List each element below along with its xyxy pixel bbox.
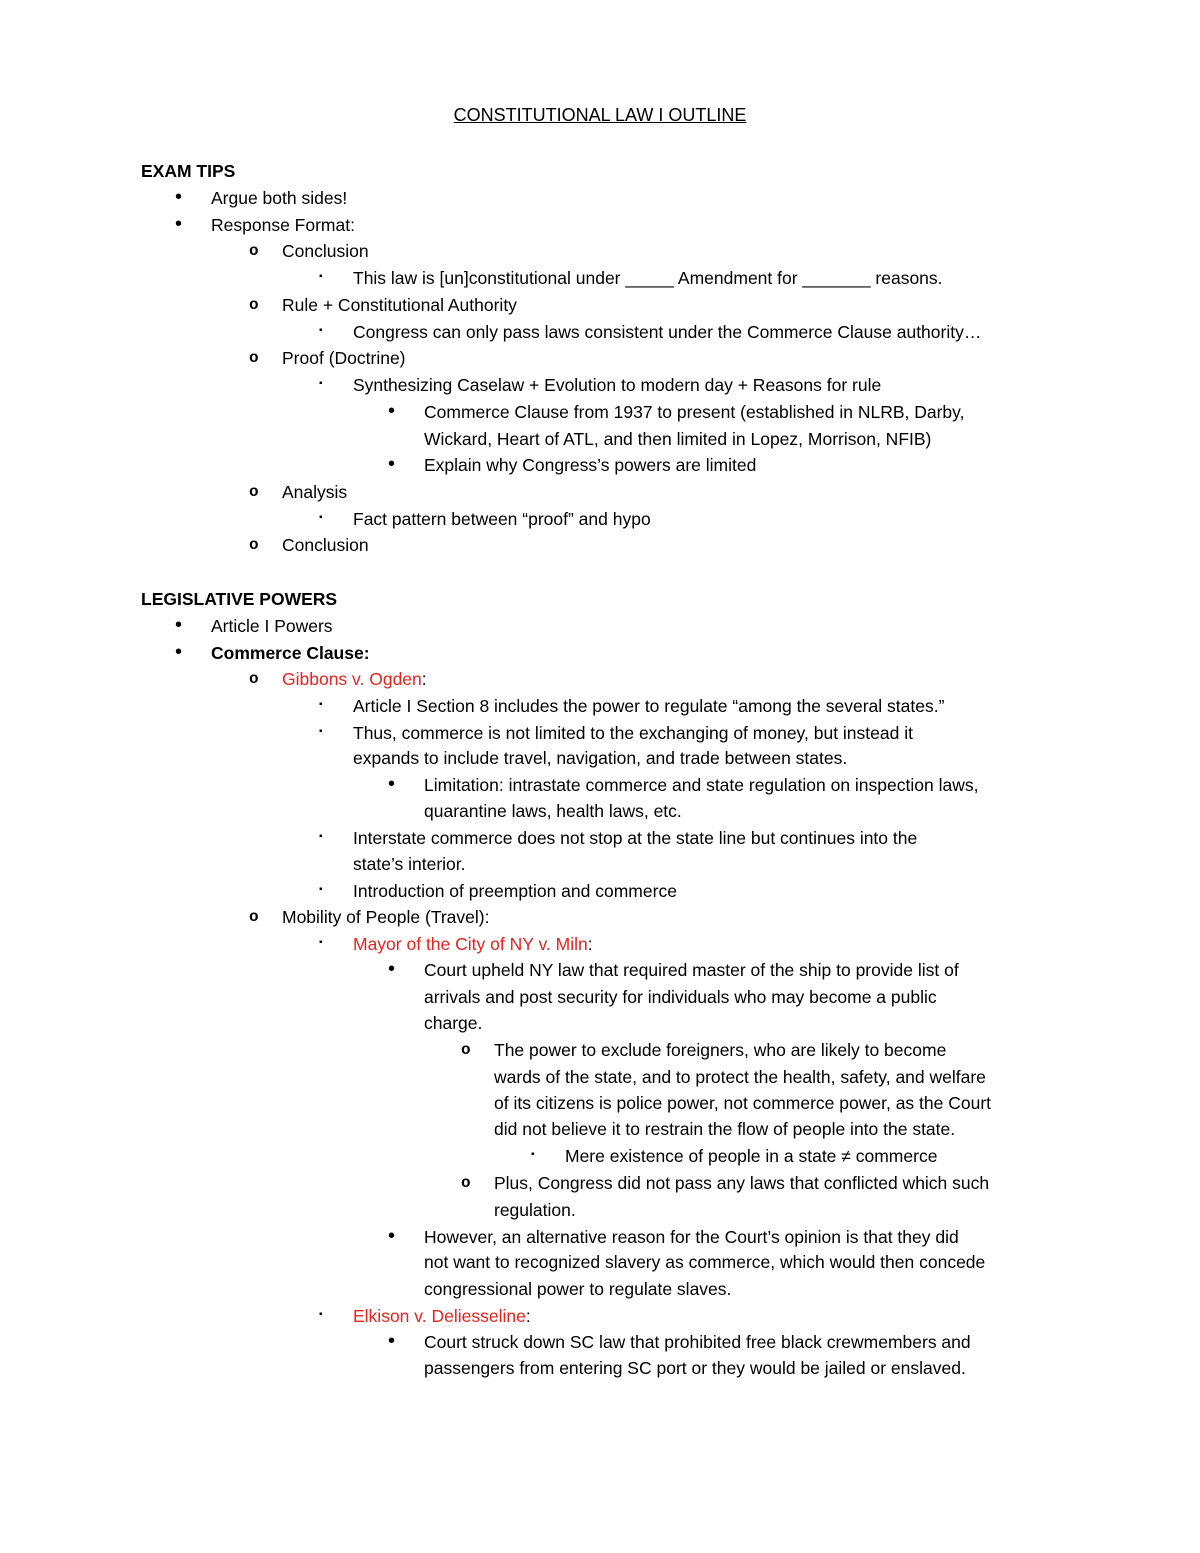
circle-marker: o [249, 483, 259, 501]
bullet-marker: • [175, 186, 183, 208]
list-item-continuation: of its citizens is police power, not commerce power, as the Court [494, 1093, 992, 1113]
circle-marker: o [461, 1041, 471, 1059]
list-item-continuation: Wickard, Heart of ATL, and then limited in Lopez, Morrison, NFIB) [424, 429, 932, 449]
square-marker: ▪ [319, 378, 323, 389]
circle-marker: o [249, 908, 259, 926]
list-item: Congress can only pass laws consistent under the Commerce Clause authority… [353, 322, 982, 342]
list-item: Rule + Constitutional Authority [282, 295, 517, 315]
list-item-continuation: charge. [424, 1013, 483, 1033]
list-item-continuation: congressional power to regulate slaves. [424, 1279, 732, 1299]
list-item: Proof (Doctrine) [282, 348, 406, 368]
list-item: The power to exclude foreigners, who are likely to become [494, 1040, 947, 1060]
square-marker: ▪ [319, 512, 323, 523]
square-marker: ▪ [319, 884, 323, 895]
colon: : [587, 934, 593, 954]
list-item: Conclusion [282, 241, 369, 261]
list-item: Court struck down SC law that prohibited free black crewmembers and [424, 1332, 971, 1352]
list-item-continuation: state’s interior. [353, 854, 466, 874]
list-item: Fact pattern between “proof” and hypo [353, 509, 651, 529]
list-item: Response Format: [211, 215, 355, 235]
list-item: Synthesizing Caselaw + Evolution to modern day + Reasons for rule [353, 375, 882, 395]
list-item: However, an alternative reason for the Court’s opinion is that they did [424, 1227, 959, 1247]
list-item-continuation: not want to recognized slavery as commerce, which would then concede [424, 1252, 986, 1272]
list-item-continuation: arrivals and post security for individuals who may become a public [424, 987, 937, 1007]
list-item: Mobility of People (Travel): [282, 907, 490, 927]
list-item [353, 933, 593, 955]
list-item: Mere existence of people in a state ≠ commerce [565, 1146, 938, 1166]
list-item: Article I Powers [211, 616, 333, 636]
list-item-continuation: expands to include travel, navigation, and trade between states. [353, 748, 848, 768]
bullet-marker: • [388, 453, 396, 475]
circle-marker: o [249, 296, 259, 314]
bullet-marker: • [175, 614, 183, 636]
bullet-marker: • [388, 400, 396, 422]
list-item: Explain why Congress’s powers are limited [424, 455, 757, 475]
square-marker: ▪ [319, 937, 323, 948]
case-name: Elkison v. Deliesseline [353, 1306, 526, 1326]
list-item: Conclusion [282, 535, 369, 555]
list-item-continuation: passengers from entering SC port or they would be jailed or enslaved. [424, 1358, 966, 1378]
circle-marker: o [249, 242, 259, 260]
list-item: Interstate commerce does not stop at the state line but continues into the [353, 828, 918, 848]
circle-marker: o [461, 1174, 471, 1192]
list-item-continuation: regulation. [494, 1200, 576, 1220]
list-item: Introduction of preemption and commerce [353, 881, 677, 901]
colon: : [421, 669, 427, 689]
list-item [282, 668, 427, 690]
square-marker: ▪ [531, 1149, 535, 1160]
list-item: Court upheld NY law that required master of the ship to provide list of [424, 960, 959, 980]
case-name: Gibbons v. Ogden [282, 669, 422, 689]
section-heading-legislative-powers: LEGISLATIVE POWERS [141, 589, 338, 609]
bullet-marker: • [388, 1330, 396, 1352]
case-name: Mayor of the City of NY v. Miln [353, 934, 588, 954]
square-marker: ▪ [319, 271, 323, 282]
bullet-marker: • [175, 641, 183, 663]
list-item: Plus, Congress did not pass any laws that conflicted which such [494, 1173, 990, 1193]
circle-marker: o [249, 670, 259, 688]
list-item-continuation: did not believe it to restrain the flow of people into the state. [494, 1119, 956, 1139]
list-item: Limitation: intrastate commerce and state regulation on inspection laws, [424, 775, 979, 795]
square-marker: ▪ [319, 325, 323, 336]
list-item [353, 1305, 531, 1327]
list-item: This law is [un]constitutional under _____ Amendment for _______ reasons. [353, 268, 943, 288]
circle-marker: o [249, 536, 259, 554]
circle-marker: o [249, 349, 259, 367]
bullet-marker: • [175, 213, 183, 235]
list-item: Argue both sides! [211, 188, 348, 208]
list-item: Commerce Clause: [211, 643, 370, 663]
square-marker: ▪ [319, 831, 323, 842]
colon: : [525, 1306, 531, 1326]
square-marker: ▪ [319, 1309, 323, 1320]
section-heading-exam-tips: EXAM TIPS [141, 161, 236, 181]
square-marker: ▪ [319, 726, 323, 737]
list-item: Article I Section 8 includes the power to regulate “among the several states.” [353, 696, 945, 716]
bullet-marker: • [388, 958, 396, 980]
document-title: CONSTITUTIONAL LAW I OUTLINE [453, 105, 747, 125]
list-item-continuation: wards of the state, and to protect the health, safety, and welfare [494, 1067, 986, 1087]
list-item: Thus, commerce is not limited to the exchanging of money, but instead it [353, 723, 913, 743]
list-item: Commerce Clause from 1937 to present (established in NLRB, Darby, [424, 402, 965, 422]
list-item-continuation: quarantine laws, health laws, etc. [424, 801, 682, 821]
bullet-marker: • [388, 1225, 396, 1247]
list-item: Analysis [282, 482, 348, 502]
square-marker: ▪ [319, 699, 323, 710]
bullet-marker: • [388, 773, 396, 795]
